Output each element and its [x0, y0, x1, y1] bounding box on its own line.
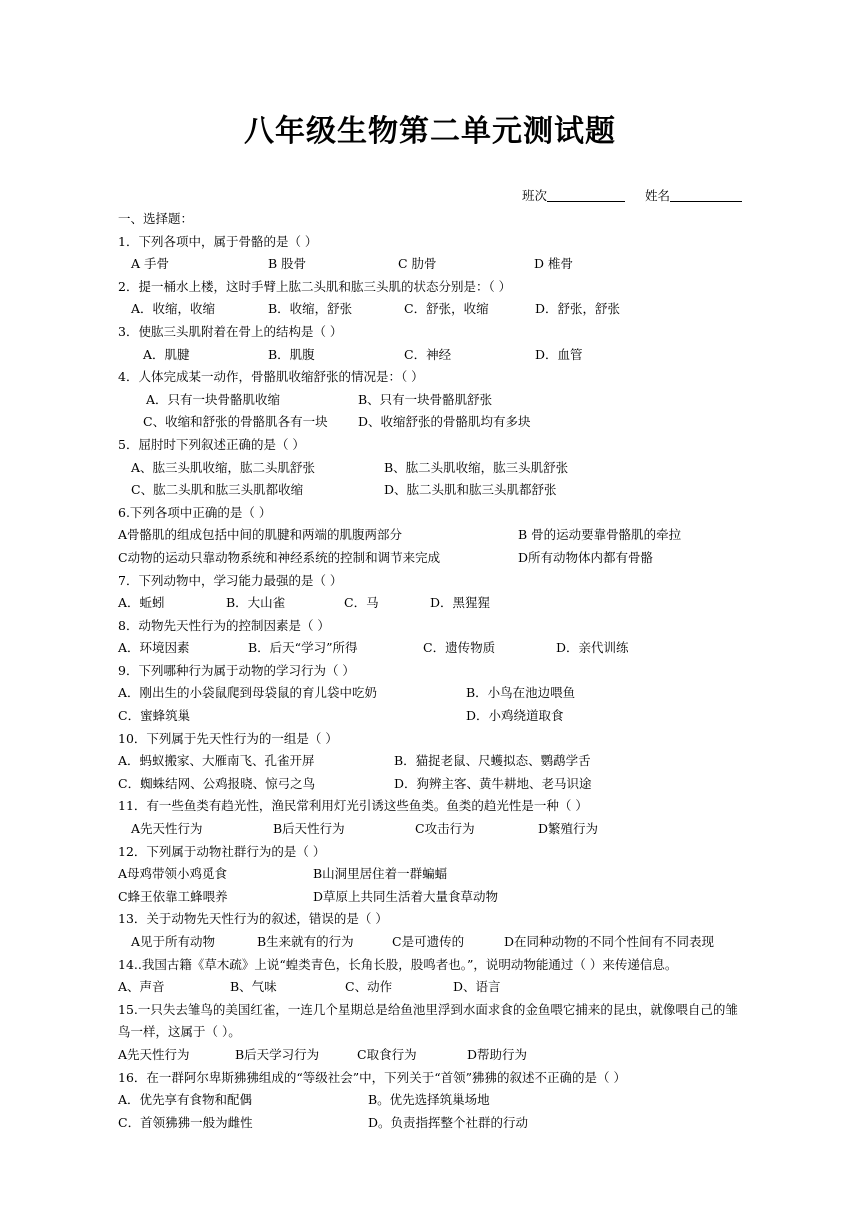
option-d: D帮助行为 [467, 1046, 528, 1062]
question-13-stem: 13．关于动物先天性行为的叙述，错误的是（ ） [118, 911, 388, 927]
page-title: 八年级生物第二单元测试题 [244, 114, 616, 149]
question-12-options-cd [118, 886, 748, 909]
question-5-stem: 5．屈肘时下列叙述正确的是（ ） [118, 436, 305, 452]
question-3-options [118, 344, 748, 367]
option-d: D在同种动物的不同个性间有不同表现 [504, 934, 715, 949]
option-a: A先天性行为 [118, 1046, 190, 1062]
question-6-options-cd [118, 547, 748, 570]
option-d: D．血管 [535, 346, 583, 362]
option-a: A 手骨 [131, 256, 170, 272]
option-b: B生来就有的行为 [257, 934, 354, 949]
name-label: 姓名 [645, 188, 671, 203]
question-13-options [118, 931, 748, 954]
question-10-options-cd [118, 773, 748, 796]
question-14-stem: 14..我国古籍《草木疏》上说“蝗类青色，长角长股，股鸣者也。”，说明动物能通过（ ）来传递信息。 [118, 956, 678, 972]
class-blank[interactable] [547, 187, 625, 202]
option-d: D所有动物体内都有骨骼 [518, 549, 654, 565]
question-14-options [118, 976, 748, 999]
option-b: B 股骨 [268, 256, 307, 272]
question-1-stem: 1．下列各项中，属于骨骼的是（ ） [118, 233, 318, 249]
option-a: A．蚂蚁搬家、大雁南飞、孔雀开屏 [118, 753, 315, 769]
option-c: C．蜘蛛结网、公鸡报晓、惊弓之鸟 [118, 775, 316, 791]
option-b: B．小鸟在池边喂鱼 [466, 685, 576, 701]
option-d: D草原上共同生活着大量食草动物 [313, 888, 499, 904]
option-b: B后天学习行为 [235, 1046, 320, 1062]
option-c: C蜂王依靠工蜂喂养 [118, 888, 228, 904]
question-9-options-cd [118, 705, 748, 728]
option-b: B。优先选择筑巢场地 [368, 1092, 490, 1108]
question-4-options-ab [118, 389, 748, 412]
question-16-options-ab [118, 1089, 748, 1112]
option-d: D、收缩舒张的骨骼肌均有多块 [358, 414, 531, 430]
option-a: A．优先享有食物和配偶 [118, 1092, 253, 1108]
option-d: D．狗辨主客、黄牛耕地、老马识途 [394, 775, 592, 791]
option-c: C．马 [344, 595, 379, 611]
option-c: C．蜜蜂筑巢 [118, 708, 191, 724]
option-d: D．亲代训练 [556, 640, 629, 656]
option-d: D繁殖行为 [538, 821, 599, 837]
question-11-options [118, 818, 748, 841]
question-10-stem: 10．下列属于先天性行为的一组是（ ） [118, 730, 338, 746]
option-b: B．收缩，舒张 [268, 301, 353, 317]
option-a: A骨骼肌的组成包括中间的肌腱和两端的肌腹两部分 [118, 527, 403, 543]
option-a: A、肱三头肌收缩，肱二头肌舒张 [131, 459, 316, 475]
option-b: B 骨的运动要靠骨骼肌的牵拉 [518, 527, 682, 543]
option-a: A、声音 [118, 979, 165, 995]
question-15-stem: 15.一只失去雏鸟的美国红雀，一连几个星期总是给鱼池里浮到水面求食的金鱼喂它捕来的昆虫，就像喂自己的雏鸟一样，这属于（ ）。 [118, 1001, 738, 1040]
question-4-options-cd [118, 411, 748, 434]
option-b: B、肱二头肌收缩，肱三头肌舒张 [384, 459, 569, 475]
option-c: C、收缩和舒张的骨骼肌各有一块 [143, 414, 328, 430]
option-b: B．肌腹 [268, 346, 315, 362]
question-4-stem: 4．人体完成某一动作，骨骼肌收缩舒张的情况是：（ ） [118, 369, 424, 385]
option-d: D。负责指挥整个社群的行动 [368, 1114, 529, 1130]
option-c: C．遗传物质 [423, 640, 496, 656]
question-3-stem: 3．使肱三头肌附着在骨上的结构是（ ） [118, 323, 343, 339]
option-d: D、语言 [453, 979, 501, 995]
option-d: D．黑猩猩 [430, 595, 491, 611]
option-c: C 肋骨 [398, 256, 437, 272]
option-b: B．大山雀 [226, 595, 286, 611]
option-d: D．舒张，舒张 [535, 301, 621, 317]
option-c: C、动作 [345, 979, 393, 995]
question-16-options-cd [118, 1112, 748, 1135]
option-a: A．只有一块骨骼肌收缩 [146, 391, 281, 407]
option-c: C取食行为 [357, 1046, 417, 1062]
question-9-options-ab [118, 682, 748, 705]
option-a: A先天性行为 [131, 821, 203, 837]
option-b: B、只有一块骨骼肌舒张 [358, 391, 493, 407]
option-d: D 椎骨 [534, 256, 573, 272]
option-d: D．小鸡绕道取食 [466, 708, 564, 724]
option-a: A．蚯蚓 [118, 595, 165, 611]
option-c: C是可遗传的 [392, 934, 465, 949]
class-label: 班次 [522, 188, 548, 203]
question-9-stem: 9．下列哪种行为属于动物的学习行为（ ） [118, 662, 355, 678]
question-8-options [118, 637, 748, 660]
question-10-options-ab [118, 750, 748, 773]
question-6-options-ab [118, 524, 748, 547]
question-5-options-ab [118, 457, 748, 480]
option-b: B、气味 [230, 979, 277, 995]
option-a: A．刚出生的小袋鼠爬到母袋鼠的育儿袋中吃奶 [118, 685, 378, 701]
option-c: C．舒张，收缩 [404, 301, 489, 317]
option-a: A母鸡带领小鸡觅食 [118, 866, 228, 882]
question-2-options [118, 298, 748, 321]
option-a: A．收缩，收缩 [131, 301, 216, 317]
option-c: C攻击行为 [415, 821, 475, 837]
question-15-options [118, 1044, 748, 1067]
section-heading: 一、选择题： [118, 211, 194, 226]
option-b: B．猫捉老鼠、尺蠖拟态、鹦鹉学舌 [394, 753, 591, 769]
option-b: B后天性行为 [273, 821, 345, 837]
question-2-stem: 2．提一桶水上楼，这时手臂上肱二头肌和肱三头肌的状态分别是：（ ） [118, 278, 512, 294]
question-12-options-ab [118, 863, 748, 886]
question-7-stem: 7．下列动物中，学习能力最强的是（ ） [118, 572, 343, 588]
option-c: C．首领狒狒一般为雌性 [118, 1114, 253, 1130]
option-c: C动物的运动只靠动物系统和神经系统的控制和调节来完成 [118, 549, 441, 565]
option-c: C、肱二头肌和肱三头肌都收缩 [131, 482, 304, 498]
question-16-stem: 16．在一群阿尔卑斯狒狒组成的“等级社会”中，下列关于“首领”狒狒的叙述不正确的是（ ） [118, 1069, 626, 1085]
name-blank[interactable] [670, 187, 742, 202]
question-list [118, 208, 748, 1134]
question-6-stem: 6.下列各项中正确的是（ ） [118, 504, 272, 520]
option-b: B山洞里居住着一群蝙蝠 [313, 866, 448, 882]
option-b: B．后天“学习”所得 [248, 640, 358, 656]
option-a: A．肌腱 [143, 346, 190, 362]
option-a: A．环境因素 [118, 640, 190, 656]
option-d: D、肱二头肌和肱三头肌都舒张 [384, 482, 557, 498]
question-12-stem: 12．下列属于动物社群行为的是（ ） [118, 843, 326, 859]
option-c: C．神经 [404, 346, 452, 362]
question-5-options-cd [118, 479, 748, 502]
question-7-options [118, 592, 748, 615]
question-8-stem: 8．动物先天性行为的控制因素是（ ） [118, 617, 330, 633]
question-1-options [118, 253, 748, 276]
question-11-stem: 11．有一些鱼类有趋光性，渔民常利用灯光引诱这些鱼类。鱼类的趋光性是一种（ ） [118, 798, 588, 814]
student-info [522, 186, 742, 206]
option-a: A见于所有动物 [131, 934, 216, 949]
